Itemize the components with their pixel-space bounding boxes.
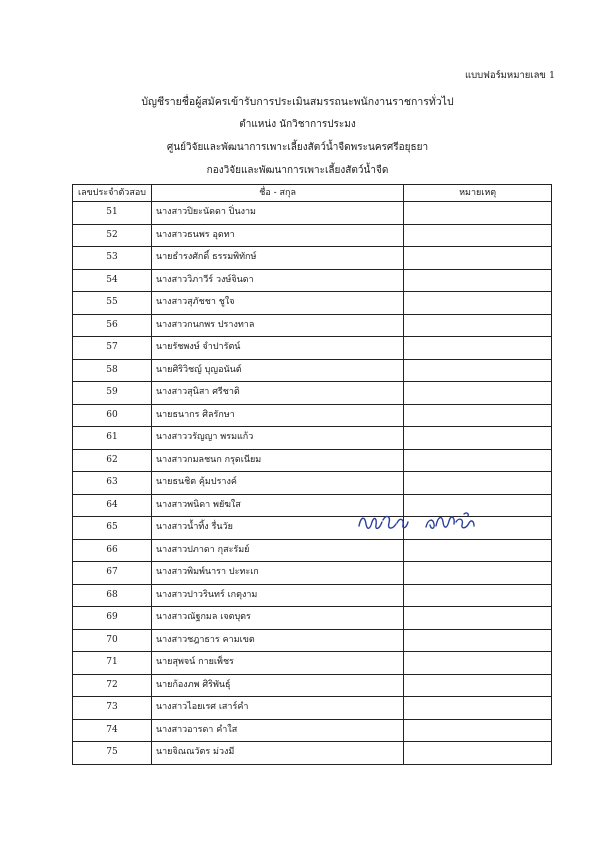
division-line: กองวิจัยและพัฒนาการเพาะเลี้ยงสัตว์น้ำจืด bbox=[206, 165, 389, 176]
center-line: ศูนย์วิจัยและพัฒนาการเพาะเลี้ยงสัตว์น้ำจืดพระนครศรีอยุธยา bbox=[166, 142, 429, 153]
remarks-cell bbox=[404, 382, 552, 405]
exam-number-cell: 73 bbox=[73, 697, 152, 720]
name-cell: นางสาวน้ำทิ้ง รื่นวัย bbox=[151, 517, 403, 540]
exam-number-cell: 74 bbox=[73, 719, 152, 742]
name-cell: นางสาวกนกพร ปรางทาล bbox=[151, 314, 403, 337]
name-cell: นางสาวณัฐกมล เจตบุตร bbox=[151, 607, 403, 630]
name-cell: นางสาวปิยะนัดดา ปิ่นงาม bbox=[151, 202, 403, 225]
exam-number-cell: 66 bbox=[73, 539, 152, 562]
remarks-cell bbox=[404, 449, 552, 472]
exam-number-cell: 61 bbox=[73, 427, 152, 450]
remarks-cell bbox=[404, 247, 552, 270]
name-cell: นางสาวชฎาธาร คามเขต bbox=[151, 629, 403, 652]
table-row bbox=[73, 539, 552, 562]
table-row bbox=[73, 427, 552, 450]
name-cell: นายธนชิต คุ้มปรางค์ bbox=[151, 472, 403, 495]
name-cell: นางสาววิภาวีร์ วงษ์จินดา bbox=[151, 269, 403, 292]
exam-number-cell: 53 bbox=[73, 247, 152, 270]
remarks-cell bbox=[404, 674, 552, 697]
exam-number-cell: 55 bbox=[73, 292, 152, 315]
remarks-cell bbox=[404, 427, 552, 450]
table-row bbox=[73, 719, 552, 742]
table-row bbox=[73, 337, 552, 360]
exam-number-cell: 72 bbox=[73, 674, 152, 697]
table-row bbox=[73, 224, 552, 247]
name-cell: นายรัชพงษ์ จำปารัตน์ bbox=[151, 337, 403, 360]
table-row bbox=[73, 562, 552, 585]
exam-number-cell: 71 bbox=[73, 652, 152, 675]
exam-number-cell: 65 bbox=[73, 517, 152, 540]
name-cell: นางสาวธนพร อุดทา bbox=[151, 224, 403, 247]
name-cell: นางสาวไอยเรศ เสาร์คำ bbox=[151, 697, 403, 720]
table-row bbox=[73, 697, 552, 720]
exam-number-cell: 68 bbox=[73, 584, 152, 607]
exam-number-cell: 54 bbox=[73, 269, 152, 292]
name-cell: นายธนากร ศิลรักษา bbox=[151, 404, 403, 427]
column-header-exam-number: เลขประจำตัวสอบ bbox=[73, 185, 152, 202]
table-row bbox=[73, 674, 552, 697]
name-cell: นางสาวสุภัชชา ชูใจ bbox=[151, 292, 403, 315]
remarks-cell bbox=[404, 607, 552, 630]
exam-number-cell: 59 bbox=[73, 382, 152, 405]
position-line: ตำแหน่ง นักวิชาการประมง bbox=[239, 119, 356, 130]
name-cell: นางสาววรัญญา พรมแก้ว bbox=[151, 427, 403, 450]
exam-number-cell: 69 bbox=[73, 607, 152, 630]
form-number: แบบฟอร์มหมายเลข 1 bbox=[464, 70, 555, 81]
remarks-cell bbox=[404, 202, 552, 225]
table-row bbox=[73, 652, 552, 675]
exam-number-cell: 60 bbox=[73, 404, 152, 427]
document-title: บัญชีรายชื่อผู้สมัครเข้ารับการประเมินสมรรถนะพนักงานราชการทั่วไป bbox=[141, 96, 454, 108]
remarks-cell bbox=[404, 697, 552, 720]
remarks-cell bbox=[404, 359, 552, 382]
table-row bbox=[73, 449, 552, 472]
name-cell: นายธำรงศักดิ์ ธรรมพิทักษ์ bbox=[151, 247, 403, 270]
exam-number-cell: 56 bbox=[73, 314, 152, 337]
name-cell: นางสาวสุนิสา ศรีชาติ bbox=[151, 382, 403, 405]
name-cell: นางสาวพนิดา พยัฆใส bbox=[151, 494, 403, 517]
remarks-cell bbox=[404, 404, 552, 427]
column-header-remarks: หมายเหตุ bbox=[404, 185, 552, 202]
exam-number-cell: 75 bbox=[73, 742, 152, 765]
table-row bbox=[73, 314, 552, 337]
remarks-cell bbox=[404, 742, 552, 765]
name-cell: นางสาวพิมพ์นารา ปะทะเก bbox=[151, 562, 403, 585]
remarks-cell bbox=[404, 224, 552, 247]
table-row bbox=[73, 584, 552, 607]
table-row bbox=[73, 247, 552, 270]
name-cell: นายศิริวิชญ์ บุญอนันต์ bbox=[151, 359, 403, 382]
name-cell: นางสาวอารดา คำใส bbox=[151, 719, 403, 742]
exam-number-cell: 70 bbox=[73, 629, 152, 652]
remarks-cell bbox=[404, 292, 552, 315]
remarks-cell bbox=[404, 269, 552, 292]
table-row bbox=[73, 404, 552, 427]
exam-number-cell: 58 bbox=[73, 359, 152, 382]
exam-number-cell: 63 bbox=[73, 472, 152, 495]
table-row bbox=[73, 202, 552, 225]
remarks-cell bbox=[404, 539, 552, 562]
remarks-cell bbox=[404, 629, 552, 652]
table-row bbox=[73, 742, 552, 765]
table-row bbox=[73, 472, 552, 495]
candidate-table bbox=[72, 184, 552, 765]
table-row bbox=[73, 269, 552, 292]
remarks-cell bbox=[404, 652, 552, 675]
exam-number-cell: 64 bbox=[73, 494, 152, 517]
name-cell: นายสุพจน์ กายเพ็ชร bbox=[151, 652, 403, 675]
table-row bbox=[73, 292, 552, 315]
exam-number-cell: 57 bbox=[73, 337, 152, 360]
exam-number-cell: 52 bbox=[73, 224, 152, 247]
remarks-cell bbox=[404, 584, 552, 607]
remarks-cell bbox=[404, 472, 552, 495]
remarks-cell bbox=[404, 719, 552, 742]
column-header-name: ชื่อ - สกุล bbox=[151, 185, 403, 202]
name-cell: นางสาวปาวรินทร์ เกตุงาม bbox=[151, 584, 403, 607]
remarks-cell bbox=[404, 562, 552, 585]
table-header-row bbox=[73, 185, 552, 202]
name-cell: นางสาวปภาดา กุสะรัมย์ bbox=[151, 539, 403, 562]
exam-number-cell: 51 bbox=[73, 202, 152, 225]
name-cell: นายจิณณวัตร ม่วงมี bbox=[151, 742, 403, 765]
remarks-cell bbox=[404, 314, 552, 337]
name-cell: นายก้องภพ ศิริพันธุ์ bbox=[151, 674, 403, 697]
exam-number-cell: 62 bbox=[73, 449, 152, 472]
table-row bbox=[73, 629, 552, 652]
table-row bbox=[73, 359, 552, 382]
table-row bbox=[73, 607, 552, 630]
table-row bbox=[73, 382, 552, 405]
exam-number-cell: 67 bbox=[73, 562, 152, 585]
handwritten-absent-note bbox=[356, 510, 486, 536]
remarks-cell bbox=[404, 337, 552, 360]
name-cell: นางสาวกมลชนก กรุดเนียม bbox=[151, 449, 403, 472]
